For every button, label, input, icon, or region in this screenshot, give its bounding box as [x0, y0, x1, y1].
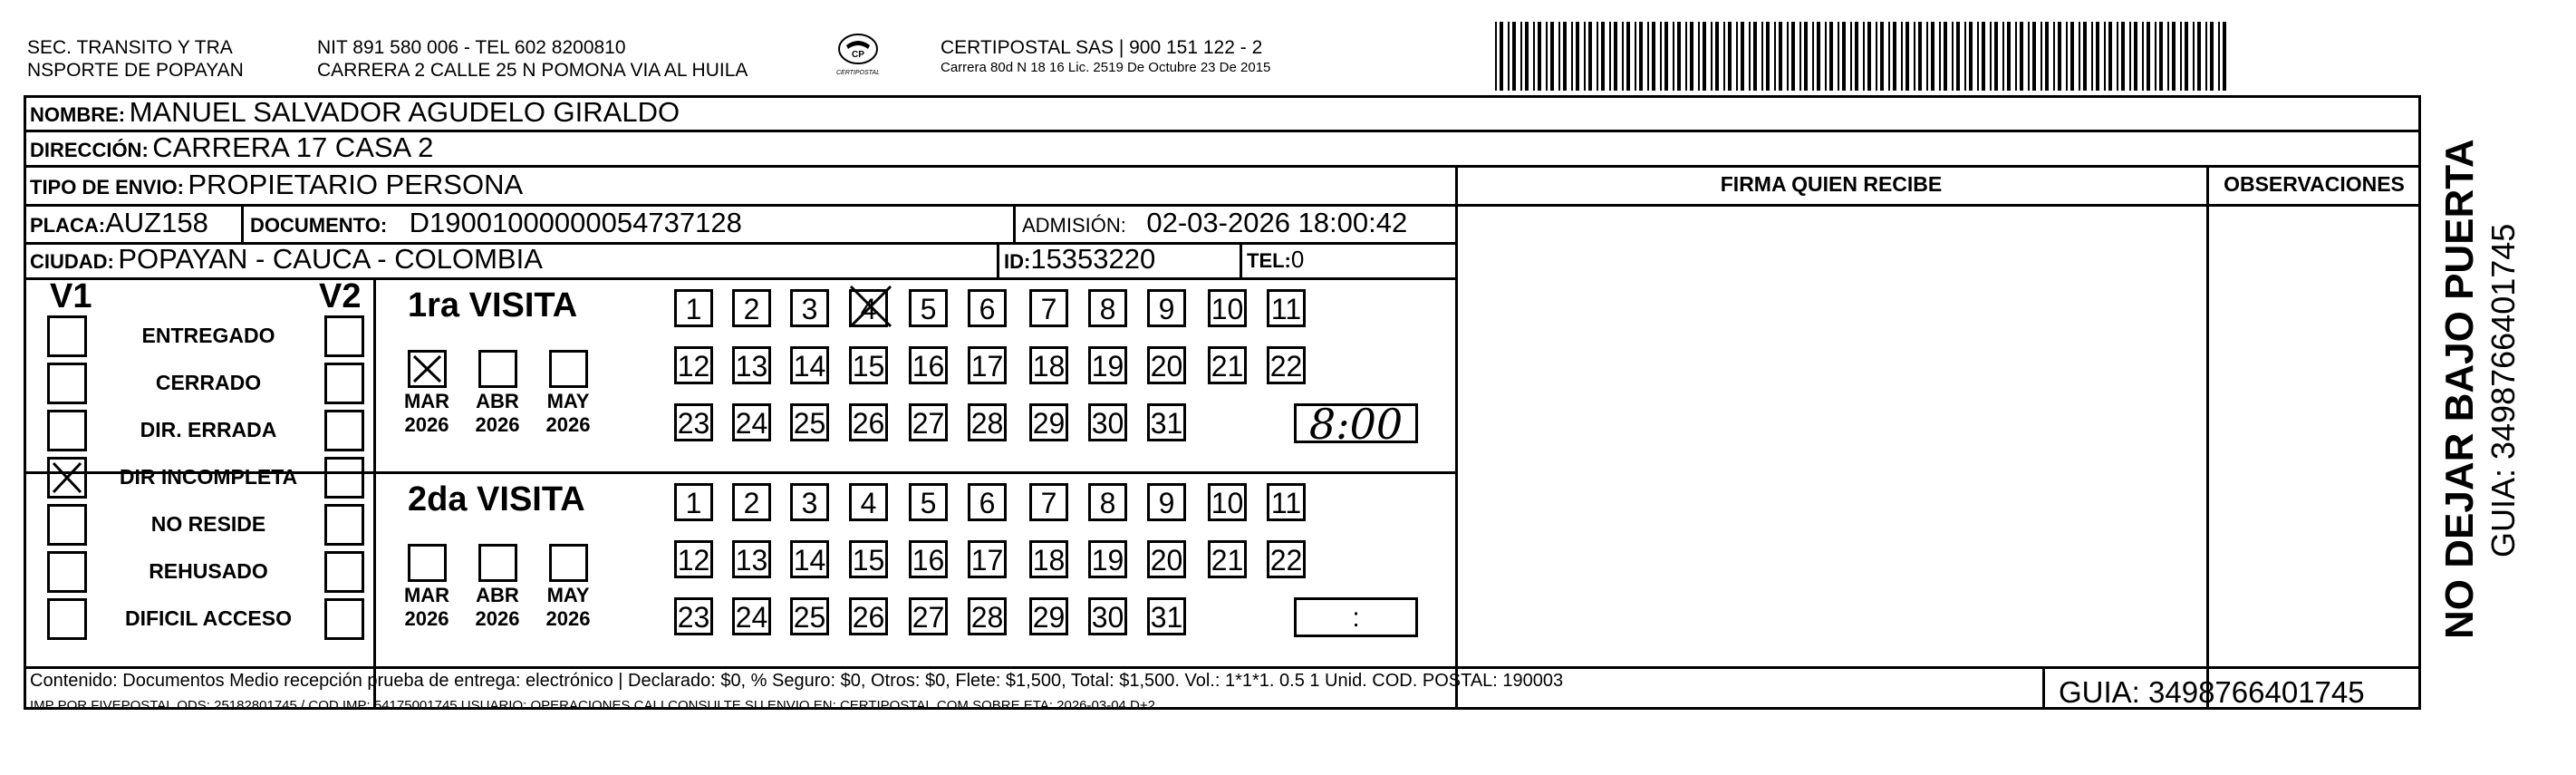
- check-mark-icon: [50, 460, 84, 496]
- day-box-29[interactable]: 29: [1029, 597, 1068, 635]
- barcode-bar: [2032, 22, 2036, 91]
- barcode-bar: [2002, 22, 2004, 91]
- day-box-10[interactable]: 10: [1208, 483, 1247, 521]
- month-label: ABR: [476, 390, 519, 412]
- day-box-11[interactable]: 11: [1267, 483, 1306, 521]
- barcode-bar: [2180, 22, 2182, 91]
- month-checkbox[interactable]: [408, 544, 447, 582]
- barcode-bar: [1867, 22, 1871, 91]
- barcode-bar: [1829, 22, 1833, 91]
- v1-checkbox[interactable]: [47, 504, 87, 546]
- barcode-bar: [1685, 22, 1687, 91]
- barcode-bar: [1969, 22, 1973, 91]
- month-checkbox[interactable]: [478, 350, 517, 388]
- barcode-bar: [1931, 22, 1934, 91]
- barcode-bar: [2041, 22, 2042, 91]
- v1-checkbox[interactable]: [47, 598, 87, 640]
- barcode-bar: [1647, 22, 1649, 91]
- barcode-bar: [2172, 22, 2176, 91]
- day-box-7[interactable]: 7: [1029, 289, 1068, 327]
- barcode-bar: [1550, 22, 1554, 91]
- barcode-bar: [1677, 22, 1681, 91]
- barcode-bar: [2104, 22, 2106, 91]
- barcode-bar: [2015, 22, 2017, 91]
- sender-line2: NSPORTE DE POPAYAN: [27, 60, 244, 81]
- row-documento: [250, 208, 742, 243]
- day-box-23[interactable]: 23: [674, 403, 713, 441]
- v2-checkbox[interactable]: [324, 457, 364, 499]
- barcode-bar: [1876, 22, 1877, 91]
- barcode-bar: [1939, 22, 1941, 91]
- barcode-bar: [1609, 22, 1611, 91]
- barcode-bar: [1546, 22, 1548, 91]
- month-label: MAY: [546, 390, 590, 412]
- visit-title: 1ra VISITA: [408, 286, 578, 325]
- day-box-12[interactable]: 12: [674, 540, 713, 578]
- placa-label: PLACA:: [30, 214, 106, 237]
- status-label: DIR INCOMPLETA: [119, 465, 298, 489]
- admision-label: ADMISIÓN:: [1022, 214, 1126, 237]
- tel-value: 0: [1290, 246, 1305, 273]
- footer-guia: GUIA: 3498766401745: [2059, 675, 2365, 709]
- direccion-value: CARRERA 17 CASA 2: [152, 131, 434, 163]
- month-checkbox[interactable]: [478, 544, 517, 582]
- barcode-bar: [1850, 22, 1852, 91]
- barcode-bar: [1690, 22, 1693, 91]
- time-written: 8:00: [1308, 400, 1404, 449]
- barcode-bar: [1500, 22, 1503, 91]
- barcode-bar: [2193, 22, 2195, 91]
- v2-checkbox[interactable]: [324, 410, 364, 451]
- v1-checkbox[interactable]: [47, 457, 87, 499]
- svg-text:CP: CP: [852, 50, 864, 60]
- barcode-bar: [2058, 22, 2061, 91]
- day-box-25[interactable]: 25: [790, 597, 829, 635]
- barcode-bar: [2147, 22, 2150, 91]
- barcode-bar: [1838, 22, 1839, 91]
- day-box-22[interactable]: 22: [1267, 346, 1306, 384]
- day-box-3[interactable]: 3: [790, 289, 829, 327]
- month-year: 2026: [475, 607, 520, 630]
- day-box-5[interactable]: 5: [909, 483, 948, 521]
- barcode-bar: [2096, 22, 2099, 91]
- barcode-bar: [1914, 22, 1915, 91]
- day-box-21[interactable]: 21: [1208, 540, 1247, 578]
- tipo-value: PROPIETARIO PERSONA: [188, 169, 524, 200]
- time-box[interactable]: [1294, 400, 1418, 449]
- day-box-3[interactable]: 3: [790, 483, 829, 521]
- barcode-bar: [1614, 22, 1617, 91]
- day-box-6[interactable]: 6: [968, 483, 1007, 521]
- status-label: REHUSADO: [149, 559, 268, 583]
- day-box-30[interactable]: 30: [1088, 597, 1127, 635]
- barcode-bar: [1982, 22, 1985, 91]
- barcode-bar: [1664, 22, 1668, 91]
- barcode-bar: [1622, 22, 1624, 91]
- barcode-bar: [1964, 22, 1966, 91]
- barcode-bar: [2053, 22, 2055, 91]
- time-box[interactable]: [1294, 597, 1418, 637]
- month-checkbox[interactable]: [408, 350, 447, 388]
- row-nombre: [30, 98, 680, 132]
- barcode-bar: [2020, 22, 2023, 91]
- barcode-bar: [2066, 22, 2068, 91]
- license-line: Carrera 80d N 18 16 Lic. 2519 De Octubre 23 De 2015: [941, 60, 1271, 75]
- barcode-bar: [2045, 22, 2049, 91]
- v2-checkbox[interactable]: [324, 551, 364, 593]
- day-box-25[interactable]: 25: [790, 403, 829, 441]
- barcode-bar: [2205, 22, 2207, 91]
- placa-value: AUZ158: [105, 207, 208, 238]
- v1-checkbox[interactable]: [47, 551, 87, 593]
- barcode-bar: [2070, 22, 2074, 91]
- day-box-16[interactable]: 16: [909, 540, 948, 578]
- day-box-17[interactable]: 17: [968, 540, 1007, 578]
- barcode-bar: [1715, 22, 1719, 91]
- v1-checkbox[interactable]: [47, 410, 87, 451]
- day-box-29[interactable]: 29: [1029, 403, 1068, 441]
- row-id: [1004, 245, 1155, 279]
- day-box-1[interactable]: 1: [674, 483, 713, 521]
- day-box-8[interactable]: 8: [1088, 289, 1127, 327]
- day-box-1[interactable]: 1: [674, 289, 713, 327]
- day-box-23[interactable]: 23: [674, 597, 713, 635]
- barcode-bar: [1766, 22, 1770, 91]
- barcode-bar: [1901, 22, 1903, 91]
- barcode-bar: [1825, 22, 1827, 91]
- barcode-bar: [2159, 22, 2163, 91]
- barcode-bar: [1893, 22, 1896, 91]
- barcode-bar: [1571, 22, 1573, 91]
- day-box-21[interactable]: 21: [1208, 346, 1247, 384]
- barcode-bar: [1779, 22, 1782, 91]
- barcode-bar: [1842, 22, 1846, 91]
- barcode-bar: [1660, 22, 1662, 91]
- day-box-16[interactable]: 16: [909, 346, 948, 384]
- day-box-14[interactable]: 14: [790, 540, 829, 578]
- barcode-bar: [1918, 22, 1922, 91]
- v2-checkbox[interactable]: [324, 363, 364, 404]
- check-mark-icon: [410, 353, 444, 385]
- tipo-label: TIPO DE ENVIO:: [30, 176, 184, 199]
- barcode-bar: [1799, 22, 1801, 91]
- nombre-label: NOMBRE:: [30, 103, 126, 126]
- status-label: NO RESIDE: [150, 512, 266, 536]
- barcode-bar: [1977, 22, 1979, 91]
- barcode-bar: [1533, 22, 1535, 91]
- day-box-28[interactable]: 28: [968, 403, 1007, 441]
- day-box-24[interactable]: 24: [732, 597, 771, 635]
- month-label: ABR: [476, 584, 519, 606]
- barcode-bar: [1711, 22, 1713, 91]
- sender-line1: SEC. TRANSITO Y TRA: [27, 37, 233, 58]
- logo-icon: [837, 33, 879, 65]
- day-box-4[interactable]: 4: [849, 289, 888, 327]
- barcode-bar: [1812, 22, 1814, 91]
- barcode-bar: [1855, 22, 1858, 91]
- barcode-bar: [2223, 22, 2226, 91]
- row-tipo: [30, 170, 523, 205]
- day-box-19[interactable]: 19: [1088, 346, 1127, 384]
- barcode-bar: [1495, 22, 1497, 91]
- check-mark-icon: [847, 283, 894, 330]
- barcode-bar: [2079, 22, 2080, 91]
- row-ciudad: [30, 245, 543, 279]
- barcode-bar: [1588, 22, 1592, 91]
- id-value: 15353220: [1030, 243, 1156, 275]
- day-box-22[interactable]: 22: [1267, 540, 1306, 578]
- day-box-31[interactable]: 31: [1147, 403, 1186, 441]
- side-warning: NO DEJAR BAJO PUERTA: [2437, 139, 2482, 639]
- observaciones-header: OBSERVACIONES: [2224, 172, 2405, 196]
- barcode-bar: [1520, 22, 1522, 91]
- documento-label: DOCUMENTO:: [250, 214, 388, 237]
- barcode-bar: [2218, 22, 2220, 91]
- day-box-13[interactable]: 13: [732, 540, 771, 578]
- barcode-bar: [2210, 22, 2214, 91]
- barcode-bar: [2167, 22, 2169, 91]
- company-info: [941, 36, 1270, 77]
- month-label: MAR: [403, 390, 450, 412]
- day-box-4[interactable]: 4: [849, 483, 888, 521]
- day-box-12[interactable]: 12: [674, 346, 713, 384]
- day-box-13[interactable]: 13: [732, 346, 771, 384]
- barcode-bar: [2142, 22, 2144, 91]
- month-year: 2026: [545, 413, 591, 436]
- day-box-27[interactable]: 27: [909, 597, 948, 635]
- footer-imp: IMP POR FIVEPOSTAL ODS: 25182801745 / COD.IMP: 54175001745 USUARIO: OPERACIONES.CALI CONSULTE SU ENVIO EN: CERTIPOSTAL.COM SOBRE ETA: 2026-03-04 D+2: [30, 698, 1155, 713]
- barcode-bar: [1736, 22, 1738, 91]
- day-box-20[interactable]: 20: [1147, 540, 1186, 578]
- id-label: ID:: [1004, 250, 1031, 273]
- barcode-bar: [1741, 22, 1744, 91]
- barcode-bar: [1626, 22, 1630, 91]
- row-direccion: [30, 133, 433, 168]
- barcode-bar: [2007, 22, 2011, 91]
- status-label: ENTREGADO: [141, 324, 275, 347]
- day-box-9[interactable]: 9: [1147, 483, 1186, 521]
- firma-header: FIRMA QUIEN RECIBE: [1720, 172, 1943, 196]
- barcode-bar: [1601, 22, 1605, 91]
- day-box-31[interactable]: 31: [1147, 597, 1186, 635]
- day-box-14[interactable]: 14: [790, 346, 829, 384]
- month-checkbox[interactable]: [549, 350, 588, 388]
- day-box-20[interactable]: 20: [1147, 346, 1186, 384]
- v1-label: V1: [50, 277, 92, 315]
- day-box-5[interactable]: 5: [909, 289, 948, 327]
- barcode-bar: [1508, 22, 1510, 91]
- barcode-bar: [1749, 22, 1751, 91]
- row-admision: [1022, 208, 1407, 243]
- day-box-28[interactable]: 28: [968, 597, 1007, 635]
- day-box-7[interactable]: 7: [1029, 483, 1068, 521]
- day-box-2[interactable]: 2: [732, 483, 771, 521]
- day-box-24[interactable]: 24: [732, 403, 771, 441]
- barcode-bar: [1791, 22, 1795, 91]
- barcode-bar: [2028, 22, 2030, 91]
- barcode-bar: [2121, 22, 2125, 91]
- barcode-bar: [1584, 22, 1586, 91]
- day-box-18[interactable]: 18: [1029, 346, 1068, 384]
- barcode-bar: [1880, 22, 1884, 91]
- row-placa: [30, 208, 208, 243]
- barcode-bar: [1563, 22, 1567, 91]
- visit-title: 2da VISITA: [408, 480, 585, 518]
- barcode-bar: [1905, 22, 1909, 91]
- barcode-bar: [2108, 22, 2112, 91]
- certipostal-logo: [832, 33, 884, 77]
- ciudad-label: CIUDAD:: [30, 250, 114, 273]
- day-box-10[interactable]: 10: [1208, 289, 1247, 327]
- day-box-2[interactable]: 2: [732, 289, 771, 327]
- barcode-bar: [1994, 22, 1998, 91]
- status-label: CERRADO: [155, 371, 262, 394]
- barcode-bar: [1956, 22, 1960, 91]
- month-year: 2026: [404, 607, 449, 630]
- barcode-bar: [1990, 22, 1992, 91]
- footer-contenido: Contenido: Documentos Medio recepción prueba de entrega: electrónico | Declarado: $0, % Seguro: $0, Otros: $0, Flete: $1,500, Total: $1,500. Vol.: 1*1*1. 0.5 1 Unid. COD. POSTAL: 190003: [30, 671, 1564, 691]
- barcode-bar: [1576, 22, 1579, 91]
- barcode-bar: [2083, 22, 2087, 91]
- barcode-bar: [1888, 22, 1890, 91]
- barcode-bar: [1863, 22, 1865, 91]
- barcode-bar: [1787, 22, 1789, 91]
- barcode-bar: [2129, 22, 2131, 91]
- barcode-bar: [1952, 22, 1954, 91]
- sender-contact: [317, 36, 748, 82]
- barcode-bar: [1597, 22, 1598, 91]
- barcode-bar: [1723, 22, 1725, 91]
- barcode-bar: [1817, 22, 1820, 91]
- v1-checkbox[interactable]: [47, 363, 87, 404]
- barcode-bar: [1926, 22, 1928, 91]
- direccion-label: DIRECCIÓN:: [30, 139, 149, 161]
- day-box-9[interactable]: 9: [1147, 289, 1186, 327]
- day-box-8[interactable]: 8: [1088, 483, 1127, 521]
- barcode-bar: [1753, 22, 1757, 91]
- barcode-bar: [1703, 22, 1706, 91]
- barcode-bar: [1635, 22, 1636, 91]
- ciudad-value: POPAYAN - CAUCA - COLOMBIA: [118, 243, 543, 275]
- barcode-bar: [2117, 22, 2118, 91]
- month-label: MAR: [403, 584, 450, 606]
- month-checkbox[interactable]: [549, 544, 588, 582]
- admision-value: 02-03-2026 18:00:42: [1146, 207, 1408, 238]
- month-label: MAY: [546, 584, 590, 606]
- barcode-bar: [2197, 22, 2201, 91]
- day-box-26[interactable]: 26: [849, 403, 888, 441]
- day-box-27[interactable]: 27: [909, 403, 948, 441]
- barcode-bar: [1728, 22, 1732, 91]
- barcode-bar: [1512, 22, 1516, 91]
- logo-caption: CERTIPOSTAL: [836, 70, 880, 76]
- barcode-bar: [1761, 22, 1763, 91]
- tel-label: TEL:: [1247, 249, 1291, 272]
- barcode-bar: [1558, 22, 1560, 91]
- day-box-15[interactable]: 15: [849, 540, 888, 578]
- month-year: 2026: [404, 413, 449, 436]
- v2-checkbox[interactable]: [324, 315, 364, 357]
- row-tel: [1247, 245, 1304, 278]
- barcode-bar: [1804, 22, 1808, 91]
- barcode-bar: [2091, 22, 2093, 91]
- v2-checkbox[interactable]: [324, 598, 364, 640]
- v2-label: V2: [319, 277, 362, 315]
- day-box-26[interactable]: 26: [849, 597, 888, 635]
- day-box-15[interactable]: 15: [849, 346, 888, 384]
- barcode-bar: [1525, 22, 1529, 91]
- day-box-11[interactable]: 11: [1267, 289, 1306, 327]
- barcode-bar: [1944, 22, 1947, 91]
- status-label: DIFICIL ACCESO: [124, 606, 292, 630]
- nit-line: NIT 891 580 006 - TEL 602 8200810: [317, 37, 626, 58]
- day-box-18[interactable]: 18: [1029, 540, 1068, 578]
- barcode-bar: [1698, 22, 1700, 91]
- barcode: [1495, 22, 2238, 91]
- company-line: CERTIPOSTAL SAS | 900 151 122 - 2: [941, 37, 1263, 58]
- barcode-bar: [1673, 22, 1674, 91]
- day-box-19[interactable]: 19: [1088, 540, 1127, 578]
- sender-name: [27, 36, 244, 82]
- barcode-bar: [1639, 22, 1643, 91]
- day-box-6[interactable]: 6: [968, 289, 1007, 327]
- documento-value: D19001000000054737128: [409, 207, 742, 238]
- day-box-17[interactable]: 17: [968, 346, 1007, 384]
- address-line: CARRERA 2 CALLE 25 N POMONA VIA AL HUILA: [317, 60, 748, 81]
- barcode-bar: [1538, 22, 1541, 91]
- v2-checkbox[interactable]: [324, 504, 364, 546]
- nombre-value: MANUEL SALVADOR AGUDELO GIRALDO: [129, 96, 680, 128]
- month-year: 2026: [475, 413, 520, 436]
- status-label: DIR. ERRADA: [140, 418, 277, 441]
- barcode-bar: [2185, 22, 2188, 91]
- side-guia: GUIA: 3498766401745: [2484, 223, 2522, 557]
- time-placeholder: :: [1352, 603, 1360, 633]
- v1-checkbox[interactable]: [47, 315, 87, 357]
- barcode-bar: [2134, 22, 2137, 91]
- day-box-30[interactable]: 30: [1088, 403, 1127, 441]
- barcode-bar: [1652, 22, 1655, 91]
- month-year: 2026: [545, 607, 591, 630]
- barcode-bar: [1774, 22, 1776, 91]
- barcode-bar: [2155, 22, 2156, 91]
